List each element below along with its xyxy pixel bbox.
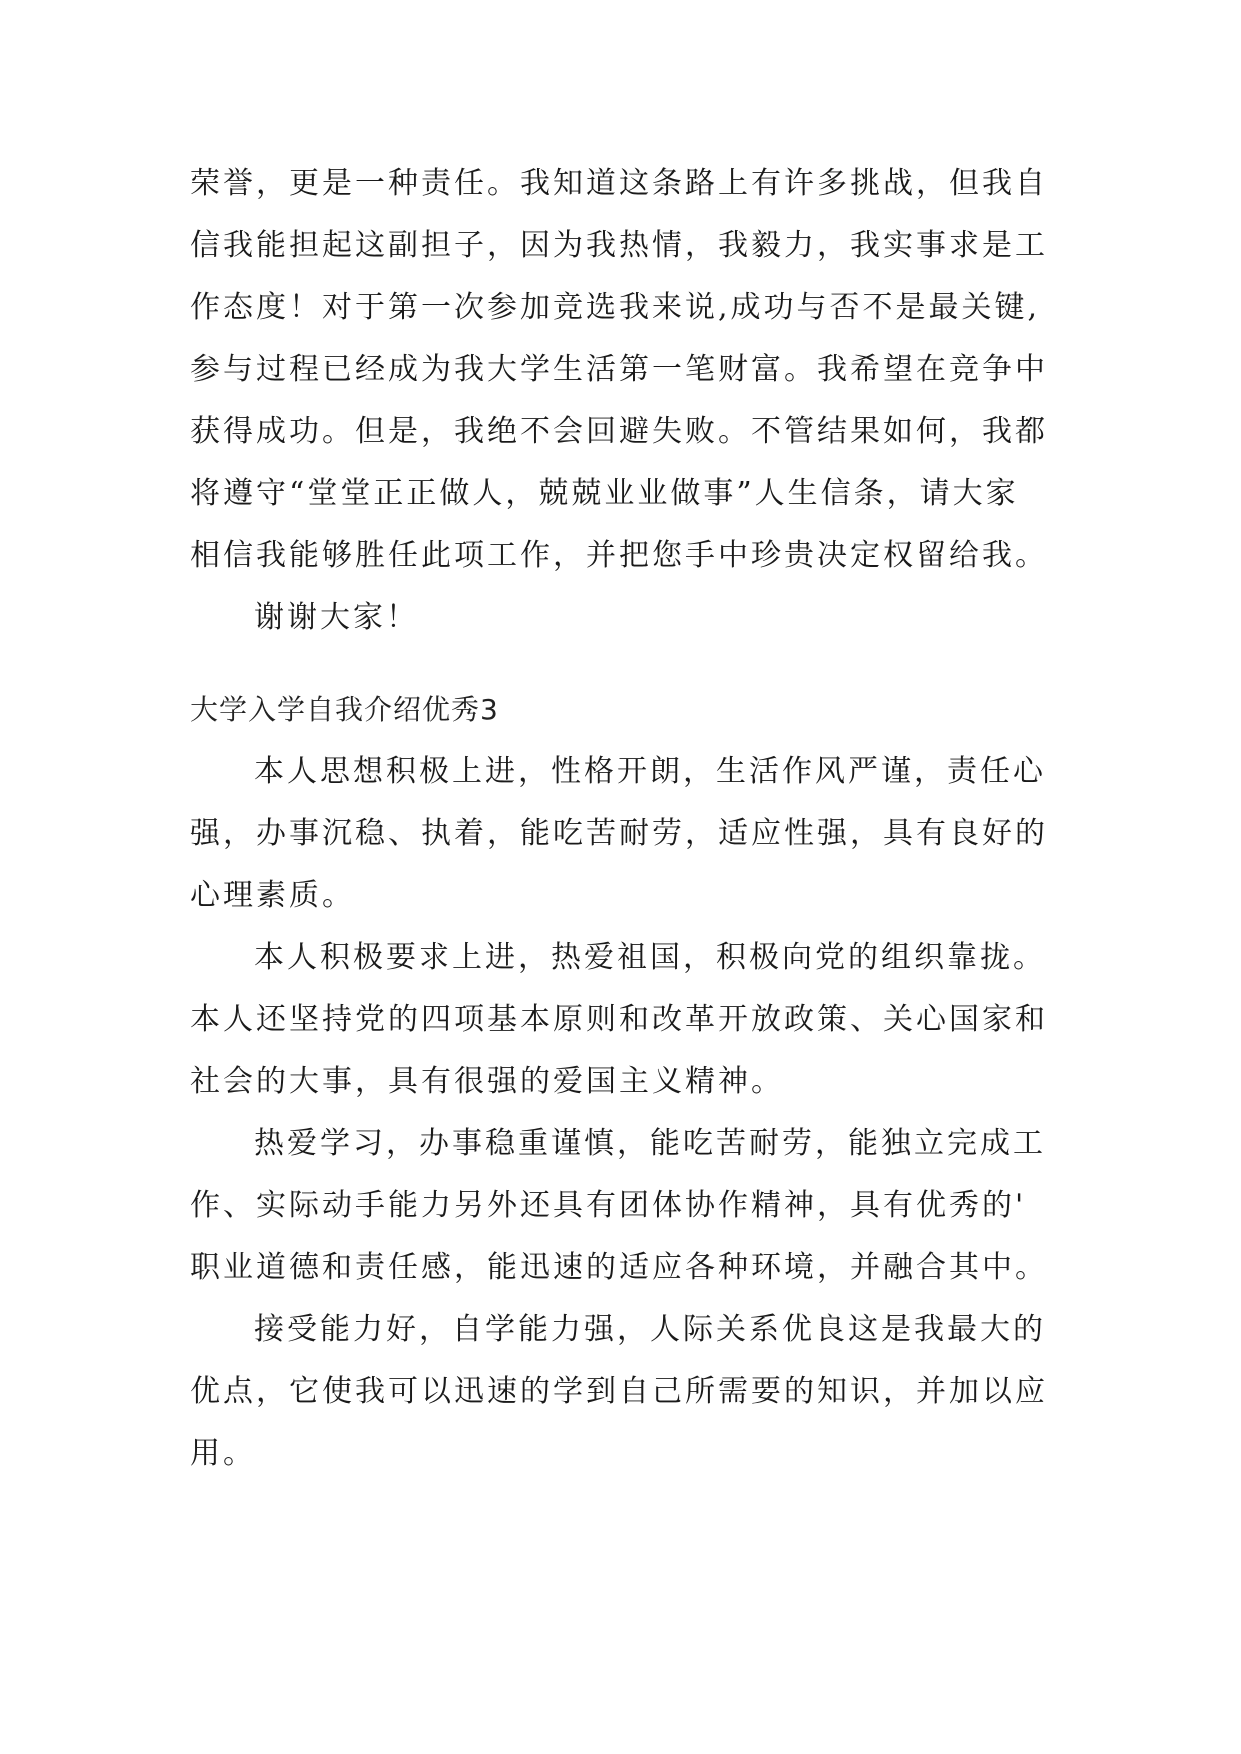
- paragraph-line: 作、实际动手能力另外还具有团体协作精神，具有优秀的': [190, 1188, 1027, 1223]
- section-heading: 大学入学自我介绍优秀3: [190, 693, 499, 726]
- paragraph-line: 强，办事沉稳、执着，能吃苦耐劳，适应性强，具有良好的: [190, 816, 1048, 851]
- paragraph-line: 作态度！对于第一次参加竞选我来说,成功与否不是最关键,: [190, 290, 1041, 325]
- paragraph-line: 用。: [190, 1436, 256, 1471]
- paragraph-line: 接受能力好，自学能力强，人际关系优良这是我最大的: [254, 1312, 1046, 1347]
- paragraph-line: 荣誉，更是一种责任。我知道这条路上有许多挑战，但我自: [190, 166, 1048, 201]
- paragraph-line: 社会的大事，具有很强的爱国主义精神。: [190, 1064, 784, 1099]
- paragraph-line: 将遵守“堂堂正正做人，兢兢业业做事”人生信条，请大家: [190, 476, 1019, 511]
- paragraph-line: 优点，它使我可以迅速的学到自己所需要的知识，并加以应: [190, 1374, 1048, 1409]
- paragraph-line: 职业道德和责任感，能迅速的适应各种环境，并融合其中。: [190, 1250, 1048, 1285]
- paragraph-line: 获得成功。但是，我绝不会回避失败。不管结果如何，我都: [190, 414, 1048, 449]
- paragraph-line: 相信我能够胜任此项工作，并把您手中珍贵决定权留给我。: [190, 538, 1048, 573]
- closing-line: 谢谢大家！: [254, 600, 419, 635]
- paragraph-line: 热爱学习，办事稳重谨慎，能吃苦耐劳，能独立完成工: [254, 1126, 1046, 1161]
- paragraph-line: 本人积极要求上进，热爱祖国，积极向党的组织靠拢。: [254, 940, 1046, 975]
- paragraph-line: 本人思想积极上进，性格开朗，生活作风严谨，责任心: [254, 754, 1046, 789]
- paragraph-line: 信我能担起这副担子，因为我热情，我毅力，我实事求是工: [190, 228, 1048, 263]
- paragraph-line: 本人还坚持党的四项基本原则和改革开放政策、关心国家和: [190, 1002, 1048, 1037]
- paragraph-line: 心理素质。: [190, 878, 355, 913]
- paragraph-line: 参与过程已经成为我大学生活第一笔财富。我希望在竞争中: [190, 352, 1048, 387]
